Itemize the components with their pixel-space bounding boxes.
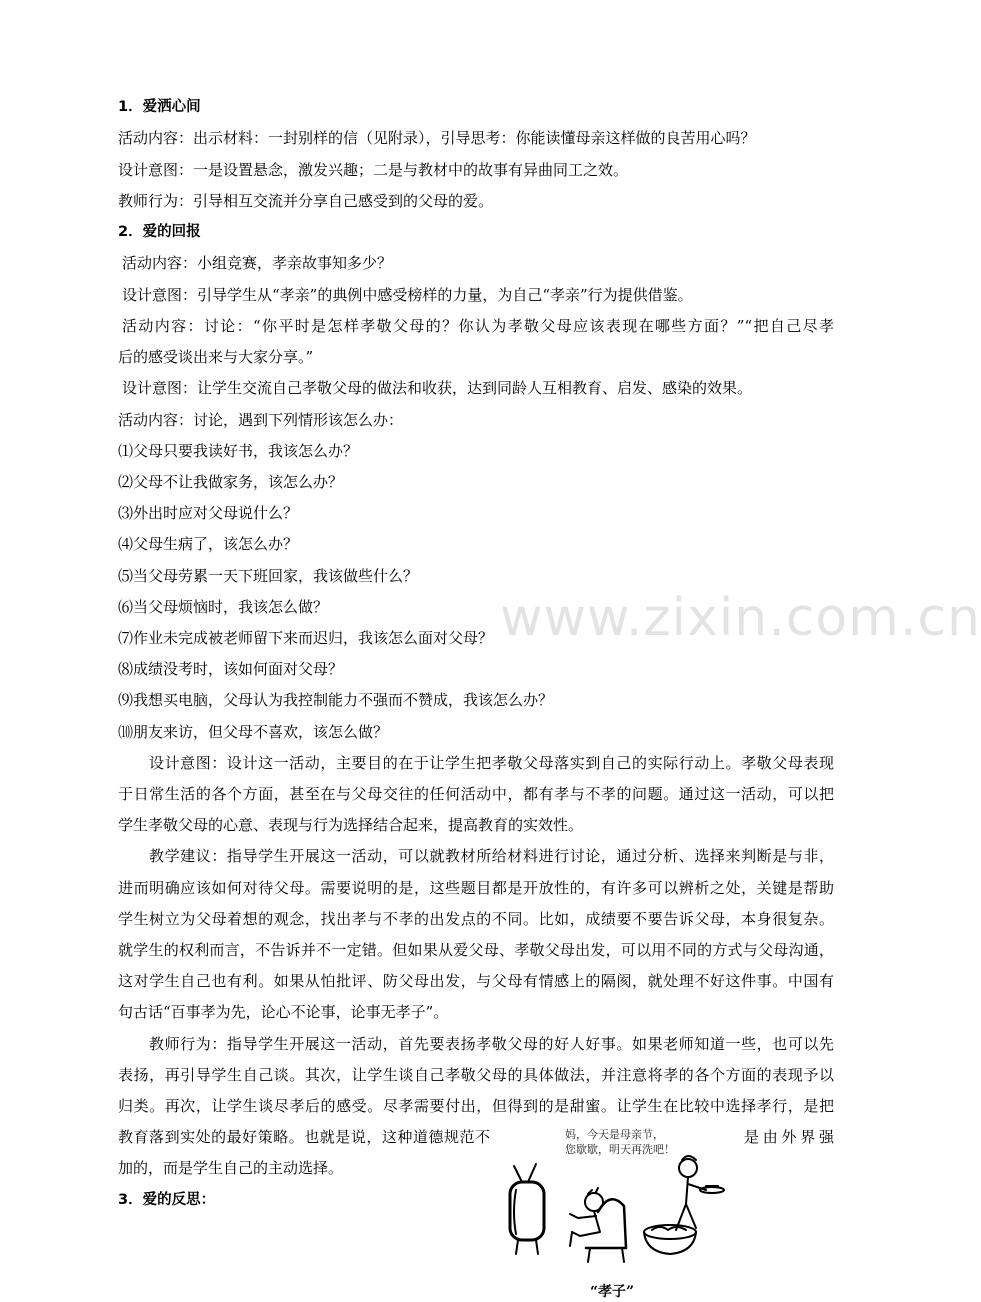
paragraph-teacher-action-2-line-2: 表扬，再引导学生自己谈。其次，让学生谈自己孝敬父母的具体做法，并注意将孝的各个方面的表现予以 [118,1066,834,1084]
cartoon-speech-bubble [565,1127,675,1157]
list-item: ⑹当父母烦恼时，我该怎么做？ [118,598,329,616]
paragraph-design-intent-1: 设计意图：一是设置悬念，激发兴趣；二是与教材中的故事有异曲同工之效。 [118,161,629,179]
paragraph-discussion-line-1: 活动内容：讨论：“你平时是怎样孝敬父母的？你认为孝敬父母应该表现在哪些方面？”“把自己尽孝 [122,317,834,335]
paragraph-design-intent-4-line-1: 设计意图：设计这一活动，主要目的在于让学生把孝敬父母落实到自己的实际行动上。孝敬父母表现 [149,754,834,772]
paragraph-discussion-line-2: 后的感受谈出来与大家分享。” [118,348,314,366]
cartoon-bubble-line-2: 您歇歇，明天再洗吧！ [565,1143,675,1156]
paragraph-activity-content-3: 活动内容：讨论，遇到下列情形该怎么办： [118,411,404,429]
cartoon-caption: “孝子” [590,1284,635,1300]
paragraph-teaching-advice-line-1: 教学建议：指导学生开展这一活动，可以就教材所给材料进行讨论，通过分析、选择来判断是与非， [149,847,834,865]
paragraph-teaching-advice-line-5: 这对学生自己也有利。如果从怕批评、防父母出发，与父母有情感上的隔阂，就处理不好这件事。中国有 [118,972,834,990]
list-item: ⑴父母只要我读好书，我该怎么办？ [118,442,359,460]
paragraph-teaching-advice-line-4: 就学生的权利而言，不告诉并不一定错。但如果从爱父母、孝敬父母出发，可以用不同的方式与父母沟通， [118,941,834,959]
watermark-text: www.zixin.com.cn [500,588,981,648]
paragraph-design-intent-2: 设计意图：引导学生从“孝亲”的典例中感受榜样的力量，为自己“孝亲”行为提供借鉴。 [122,286,693,304]
list-item: ⑼我想买电脑，父母认为我控制能力不强而不赞成，我该怎么办？ [118,691,554,709]
paragraph-teacher-action-2-line-4-left: 教育落到实处的最好策略。也就是说，这种道德规范不 [118,1128,490,1146]
paragraph-design-intent-3: 设计意图：让学生交流自己孝敬父母的做法和收获，达到同龄人互相教育、启发、感染的效果。 [122,379,753,397]
paragraph-teacher-action-2-line-1: 教师行为：指导学生开展这一活动，首先要表扬孝敬父母的好人好事。如果老师知道一些，也可以先 [149,1035,834,1053]
list-item: ⑺作业未完成被老师留下来而迟归，我该怎么面对父母？ [118,629,494,647]
list-item: ⑷父母生病了，该怎么办？ [118,535,299,553]
list-item: ⑵父母不让我做家务，该怎么办？ [118,473,344,491]
paragraph-activity-content-2: 活动内容：小组竞赛，孝亲故事知多少？ [122,254,393,272]
paragraph-teacher-action-1: 教师行为：引导相互交流并分享自己感受到的父母的爱。 [118,192,494,210]
list-item: ⑸当父母劳累一天下班回家，我该做些什么？ [118,567,419,585]
paragraph-activity-content-1: 活动内容：出示材料：一封别样的信（见附录），引导思考：你能读懂母亲这样做的良苦用心吗？ [118,129,756,147]
list-item: ⑶外出时应对父母说什么？ [118,504,299,522]
cartoon-bubble-line-1: 妈，今天是母亲节， [565,1128,664,1141]
section-heading-2: 2．爱的回报 [118,224,201,240]
paragraph-teacher-action-2-line-3: 归类。再次，让学生谈尽孝后的感受。尽孝需要付出，但得到的是甜蜜。让学生在比较中选择孝行，是把 [118,1097,834,1115]
list-item: ⑽朋友来访，但父母不喜欢，该怎么做？ [118,723,389,741]
list-item: ⑻成绩没考时，该如何面对父母？ [118,660,344,678]
paragraph-design-intent-4-line-2: 于日常生活的各个方面，甚至在与父母交往的任何活动中，都有孝与不孝的问题。通过这一活动，可以把 [118,785,834,803]
paragraph-teaching-advice-line-6: 句古话“百事孝为先，论心不论事，论事无孝子”。 [118,1003,449,1021]
section-heading-1: 1．爱洒心间 [118,99,201,115]
section-heading-3: 3．爱的反思： [118,1192,216,1208]
paragraph-teacher-action-2-line-5: 加的，而是学生自己的主动选择。 [118,1159,344,1177]
paragraph-teaching-advice-line-2: 进而明确应该如何对待父母。需要说明的是，这些题目都是开放性的，有许多可以辨析之处，关键是帮助 [118,879,834,897]
paragraph-design-intent-4-line-3: 学生孝敬父母的心意、表现与行为选择结合起来，提高教育的实效性。 [118,816,584,834]
paragraph-teaching-advice-line-3: 学生树立为父母着想的观念，找出孝与不孝的出发点的不同。比如，成绩要不要告诉父母，本身很复杂。 [118,910,834,928]
paragraph-teacher-action-2-line-4-right: 是由外界强 [744,1128,834,1146]
